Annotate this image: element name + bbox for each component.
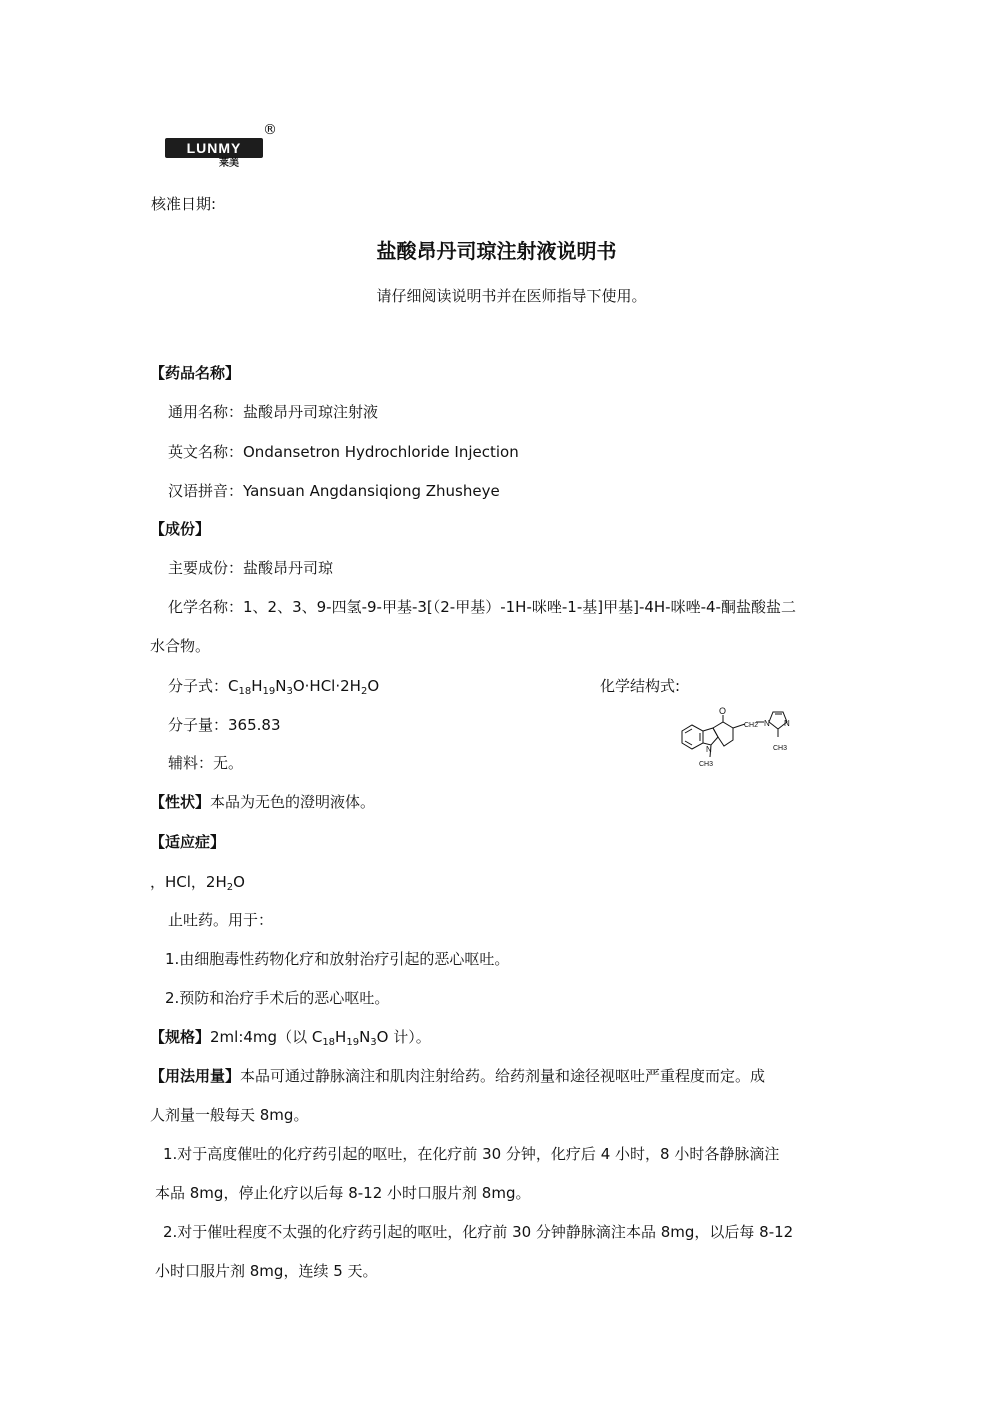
spec-c-count: 18 [322, 1037, 336, 1048]
spec-h-count: 19 [346, 1037, 360, 1048]
benzene-double-bond-1 [685, 729, 692, 733]
imidazole-methyl-label: CH3 [773, 745, 788, 752]
structure-label: 化学结构式: [600, 677, 681, 695]
registered-mark: ® [263, 122, 277, 138]
properties-heading: 【性状】 [150, 793, 211, 811]
spec-pre: 2ml:4mg（以 C [210, 1028, 323, 1046]
dosage-item-2-line-2: 小时口服片剂 8mg，连续 5 天。 [155, 1262, 378, 1280]
ring-nitrogen-label: N [706, 745, 712, 754]
chemical-name-line1: 化学名称：1、2、3、9-四氢-9-甲基-3[（2-甲基）-1H-咪唑-1-基]甲基]-4H-咪唑-4-酮盐酸盐二 [168, 598, 796, 616]
spec-h: H [335, 1028, 347, 1046]
spec-heading: 【规格】 [150, 1028, 211, 1046]
indication-item-1: 1.由细胞毒性药物化疗和放射治疗引起的恶心呕吐。 [165, 950, 510, 968]
excipient: 辅料：无。 [168, 754, 244, 772]
formula-label: 分子式： [168, 677, 229, 695]
stray-prefix: ，HCl，2H [150, 873, 227, 891]
pyrrole-ring [703, 728, 718, 745]
stray-o: O [233, 873, 245, 891]
spec-n-count: 3 [370, 1037, 377, 1048]
spec-line [150, 1027, 431, 1047]
formula-n-count: 3 [286, 686, 293, 697]
composition-heading: 【成份】 [150, 520, 211, 538]
chemical-name-line2: 水合物。 [150, 637, 211, 655]
dosage-item-1-line-2: 本品 8mg，停止化疗以后每 8-12 小时口服片剂 8mg。 [155, 1184, 531, 1202]
approval-date-label: 核准日期: [151, 195, 217, 213]
stray-sub: 2 [226, 882, 234, 893]
document-title: 盐酸昂丹司琼注射液说明书 [376, 239, 617, 263]
dosage-item-1-line-1: 1.对于高度催吐的化疗药引起的呕吐，在化疗前 30 分钟，化疗后 4 小时，8 小时各静脉滴注 [163, 1145, 780, 1163]
dosage-item-2-line-1: 2.对于催吐程度不太强的化疗药引起的呕吐，化疗前 30 分钟静脉滴注本品 8mg，以后每 8-12 [163, 1223, 794, 1241]
formula-n: N [275, 677, 287, 695]
benzene-double-bond-2 [685, 741, 692, 745]
formula-o: O [367, 677, 380, 695]
ketone-oxygen-label: O [719, 706, 727, 716]
indications-intro: 止吐药。用于： [168, 911, 274, 929]
properties-line [150, 792, 375, 812]
ch2-label: CH2 [744, 722, 759, 729]
spec-post: O 计）。 [376, 1028, 431, 1046]
n-methyl-label: CH3 [699, 761, 714, 768]
main-ingredient: 主要成份：盐酸昂丹司琼 [168, 559, 334, 577]
logo-brand: LUNMY [186, 140, 242, 156]
document-subtitle: 请仔细阅读说明书并在医师指导下使用。 [376, 287, 647, 305]
english-name: 英文名称：Ondansetron Hydrochloride Injection [168, 443, 519, 461]
drug-name-heading: 【药品名称】 [150, 364, 241, 382]
formula-rest: O·HCl·2H [292, 677, 361, 695]
formula-h: H [251, 677, 263, 695]
cyclohexanone-ring [713, 722, 733, 746]
generic-name: 通用名称：盐酸昂丹司琼注射液 [168, 403, 379, 421]
dosage-text-1: 本品可通过静脉滴注和肌肉注射给药。给药剂量和途径视呕吐严重程度而定。成 [240, 1067, 766, 1085]
indications-stray-text [150, 872, 245, 892]
dosage-line-1 [150, 1066, 765, 1086]
dosage-line-2: 人剂量一般每天 8mg。 [150, 1106, 309, 1124]
imidazole-n2-label: N [784, 719, 790, 728]
formula-water-count: 2 [360, 686, 368, 697]
formula-c-count: 18 [238, 686, 252, 697]
imidazole-n1-label: N [764, 719, 770, 728]
indication-item-2: 2.预防和治疗手术后的恶心呕吐。 [165, 989, 390, 1007]
formula-h-count: 19 [262, 686, 276, 697]
properties-text: 本品为无色的澄明液体。 [210, 793, 376, 811]
molecular-weight: 分子量：365.83 [168, 716, 281, 734]
pinyin-name: 汉语拼音：Yansuan Angdansiqiong Zhusheye [168, 482, 500, 500]
dosage-heading: 【用法用量】 [150, 1067, 241, 1085]
logo-chinese: 莱美 [219, 158, 239, 169]
chemical-structure-diagram [670, 700, 810, 780]
formula-c: C [228, 677, 239, 695]
spec-n: N [359, 1028, 371, 1046]
molecular-formula [168, 676, 379, 696]
indications-heading: 【适应症】 [150, 833, 226, 851]
